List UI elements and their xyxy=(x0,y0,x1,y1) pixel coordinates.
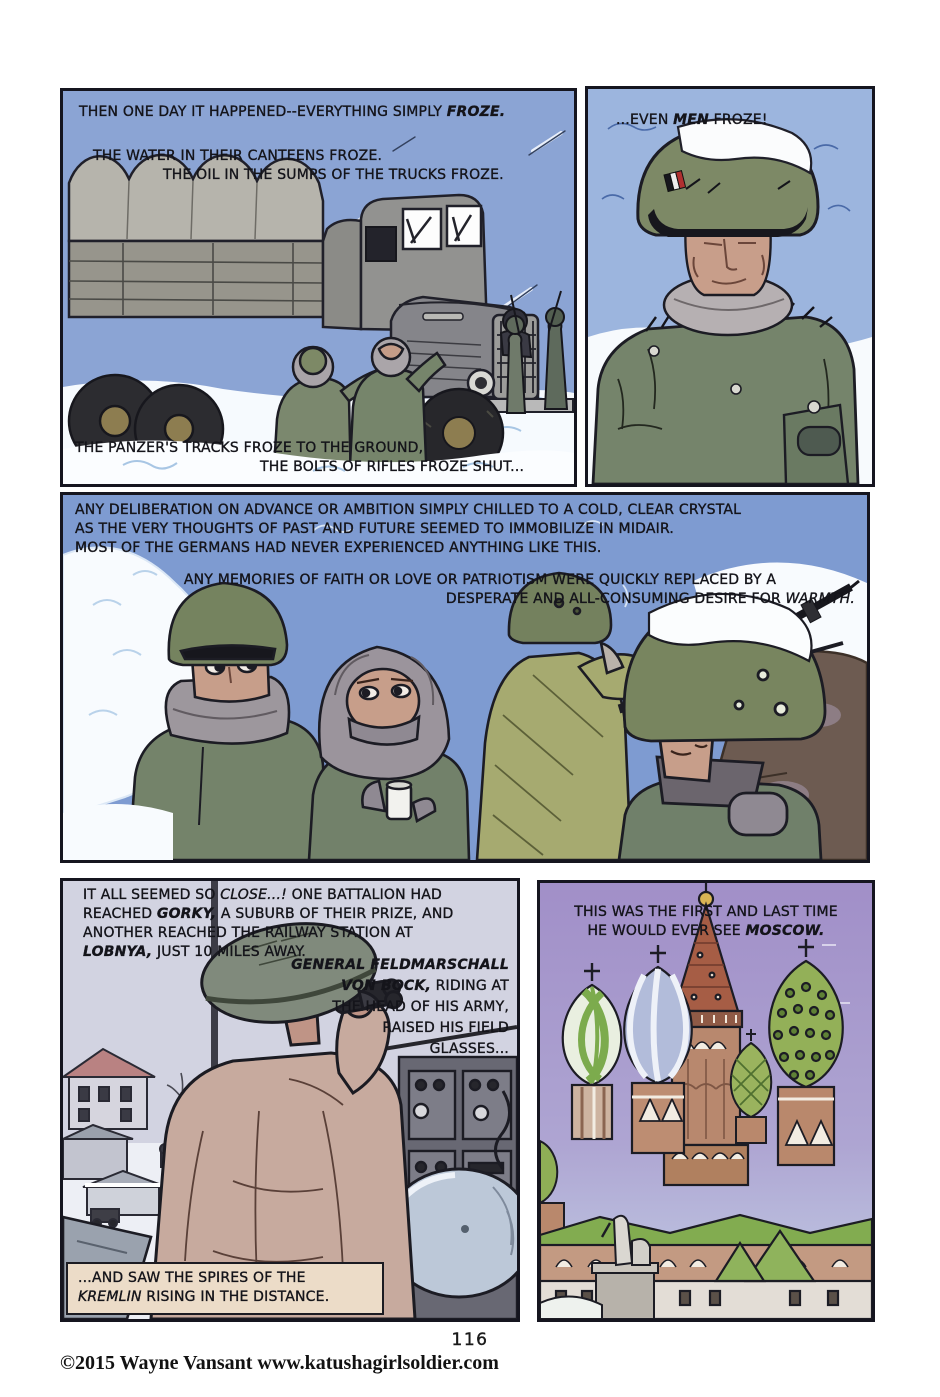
helmet-tricolor-badge xyxy=(664,171,686,192)
st-basils-cathedral-illustration xyxy=(540,883,872,1319)
caption-emphasis: FROZE. xyxy=(446,104,506,120)
caption-deliberation: ANY DELIBERATION ON ADVANCE OR AMBITION SIMPLY CHILLED TO A COLD, CLEAR CRYSTAL AS THE VERY THOUGHTS OF PAST AND FUTURE SEEMED TO IMMOBILIZE IN MIDAIR. MOST OF THE GERMANS HAD NEVER EXPERIENCED ANYTHING LIKE THIS. xyxy=(75,502,742,556)
copyright-line: ©2015 Wayne Vansant www.katushagirlsoldier.com xyxy=(60,1352,499,1374)
caption-then-one-day xyxy=(79,103,505,122)
page-number: 116 xyxy=(451,1330,489,1350)
caption-water-oil-froze: THE WATER IN THEIR CANTEENS FROZE. THE OIL IN THE SUMPS OF THE TRUCKS FROZE. xyxy=(93,148,504,183)
caption-text: THEN ONE DAY IT HAPPENED--EVERYTHING SIMPLY xyxy=(79,104,447,120)
caption-von-bock-glasses: GENERAL FELDMARSCHALL VON BOCK, RIDING AT THE HEAD OF HIS ARMY, RAISED HIS FIELD GLASSES... xyxy=(291,957,509,1057)
caption-first-last-moscow: THIS WAS THE FIRST AND LAST TIME HE WOULD EVER SEE MOSCOW. xyxy=(574,904,838,939)
caption-it-all-seemed-close: IT ALL SEEMED SO CLOSE...! ONE BATTALION HAD REACHED GORKY, A SUBURB OF THEIR PRIZE, AND ANOTHER REACHED THE RAILWAY STATION AT LOBNYA, JUST 10 MILES AWAY. xyxy=(83,887,454,960)
caption-even-men-froze: ...EVEN MEN FROZE! xyxy=(616,112,768,128)
panel-truck xyxy=(60,88,577,487)
panel-trench xyxy=(60,492,870,863)
caption-panzer-tracks: THE PANZER'S TRACKS FROZE TO THE GROUND, THE BOLTS OF RIFLES FROZE SHUT... xyxy=(75,440,525,475)
caption-spires-of-kremlin: ...AND SAW THE SPIRES OF THE KREMLIN RISING IN THE DISTANCE. xyxy=(66,1262,384,1315)
frozen-soldier-illustration xyxy=(588,89,872,484)
panel-frozen-man xyxy=(585,86,875,487)
panel-moscow xyxy=(537,880,875,1322)
caption-memories-warmth: ANY MEMORIES OF FAITH OR LOVE OR PATRIOTISM WERE QUICKLY REPLACED BY A DESPERATE AND ALL-CONSUMING DESIRE FOR WARMTH. xyxy=(183,572,855,607)
panel-vonbock xyxy=(60,878,520,1322)
